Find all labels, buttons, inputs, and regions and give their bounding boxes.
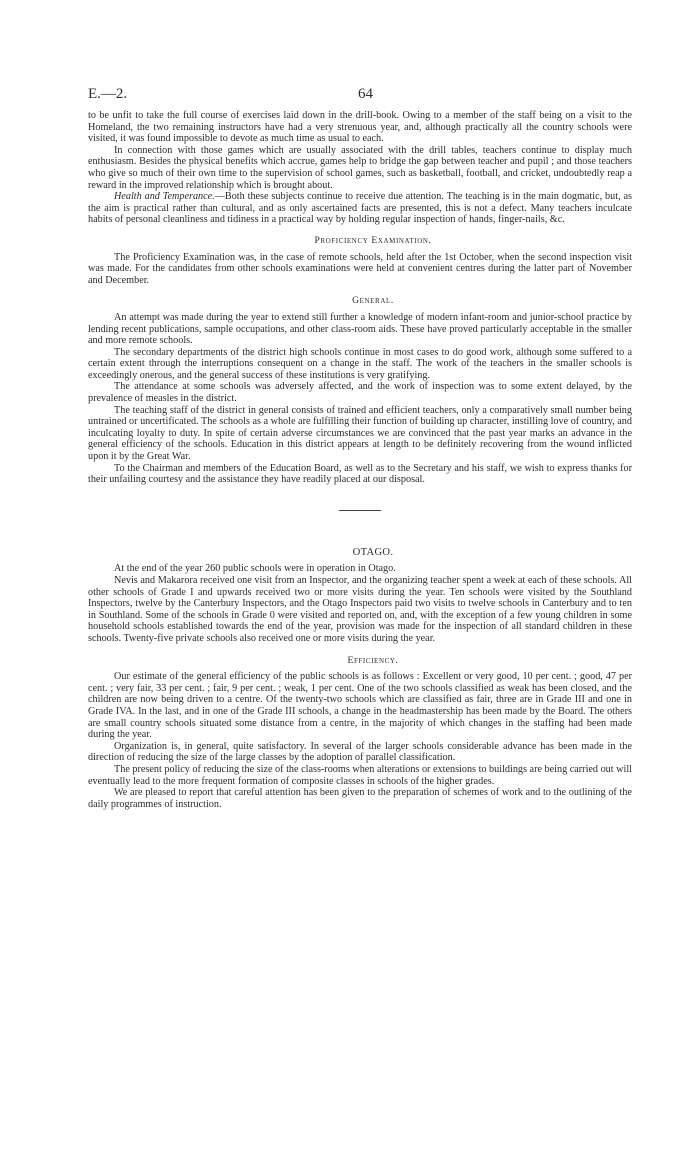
paragraph-health [88,191,632,226]
paragraph-thanks: To the Chairman and members of the Education Board, as well as to the Secretary and his staff, we wish to express thanks for their unfailing courtesy and the assistance they have readily placed at our disposal. [88,462,632,486]
paragraph-general-publications: An attempt was made during the year to extend still further a knowledge of modern infant-room and junior-school practice by lending recent publications, sample occupations, and other class-room aids. These have proved particularly acceptable in the smaller and more remote schools. [88,311,632,347]
otago-heading: OTAGO. [352,546,394,558]
page-number: 64 [358,86,373,102]
paragraph-teaching-staff: The teaching staff of the district in general consists of trained and efficient teachers, only a comparatively small number being untrained or uncertificated. The schools as a whole are fulfilling their function of building up character, instilling love of country, and inculcating loyalty to duty. In spite of certain adverse circumstances we are convinced that the past year marks an advance in the general efficiency of the schools. Education in this district appears at length to be definitely recovering from the wound inflicted upon it by the Great War. [88,404,632,463]
general-heading: General. [352,295,394,307]
paragraph-attendance: The attendance at some schools was adversely affected, and the work of inspection was to some extent delayed, by the prevalence of measles in the district. [88,381,632,405]
paragraph-secondary-departments: The secondary departments of the district high schools continue in most cases to do good work, although some suffered to a certain extent through the interruptions consequent on a change in the staff. The work of the teachers in the smaller schools is exceedingly onerous, and the general success of these institutions is very gratifying. [88,346,632,381]
paragraph-schemes-of-work: We are pleased to report that careful attention has been given to the preparation of schemes of work and to the outlining of the daily programmes of instruction. [88,787,632,810]
health-temperance-text: —Both these subjects continue to receive due attention. The teaching is in the main dogmatic, but, as the aim is practical rather than cultural, and as only ascertained facts are presented, this is not a defect. Many teachers inculcate habits of personal cleanliness and tidiness in a practical way by holding regular inspection of hands, finger-nails, &c. [88,191,632,226]
health-temperance-lead: Health and Temperance. [114,191,215,203]
paragraph-efficiency-estimate: Our estimate of the general efficiency of the public schools is as follows : Excellent or very good, 10 per cent. ; good, 47 per cent. ; very fair, 33 per cent. ; fair, 9 per cent. ; weak, 1 per cent. One of the two schools classified as weak has been closed, and the children are now being driven to a centre. Of the twenty-two schools which are classified as fair, three are in Grade III and one in Grade IVA. In the last, and in one of the Grade III schools, a change in the headmastership has been made by the Board. The others are small country schools situated some distance from a centre, in the majority of which changes in the staffing had been made during the year. [88,671,632,741]
paragraph-classroom-policy: The present policy of reducing the size of the class-rooms when alterations or extensions to buildings are being carried out will eventually lead to the more frequent formation of composite classes in schools of the higher grades. [88,763,632,787]
running-head [88,86,632,106]
proficiency-heading: Proficiency Examination. [314,234,432,246]
paragraph-games: In connection with those games which are usually associated with the drill tables, teachers continue to display much enthusiasm. Besides the physical benefits which accrue, games help to bridge the gap between teacher and pupil ; and those teachers who give so much of their own time to the supervision of school games, such as basketball, football, and cricket, undoubtedly reap a reward in the improved relationship which is brought about. [88,144,632,191]
document-body [88,110,632,810]
document-code: E.—2. [88,86,128,102]
paragraph-otago-visits: Nevis and Makarora received one visit from an Inspector, and the organizing teacher spent a week at each of these schools. All other schools of Grade I and upwards received two or more visits during the year. Ten schools were visited by the Southland Inspectors, twelve by the Canterbury Inspectors, and the Otago Inspectors paid two visits to twelve schools in Canterbury and to ten in Southland. Some of the schools in Grade 0 were visited and reported on, and, with the exception of a few young children in some household schools established towards the end of the year, provision was made for the inspection of all standard children in these schools. Twenty-five private schools also received one or more visits during the year. [88,575,632,644]
efficiency-heading: Efficiency. [347,654,399,666]
paragraph-drill-continuation: to be unfit to take the full course of exercises laid down in the drill-book. Owing to a member of the staff being on a visit to the Homeland, the two remaining instructors have had a very strenuous year, and, although practically all the country schools were visited, it was found impossible to devote as much time as usual to each. [88,110,632,145]
paragraph-organization: Organization is, in general, quite satisfactory. In several of the larger schools considerable advance has been made in the direction of reducing the size of the large classes by the adoption of parallel classification. [88,740,632,764]
paragraph-proficiency: The Proficiency Examination was, in the case of remote schools, held after the 1st October, when the second inspection visit was made. For the candidates from other schools examinations were held at convenient centres during the latter part of November and December. [88,251,632,286]
paragraph-otago-schools: At the end of the year 260 public schools were in operation in Otago. [114,563,396,575]
